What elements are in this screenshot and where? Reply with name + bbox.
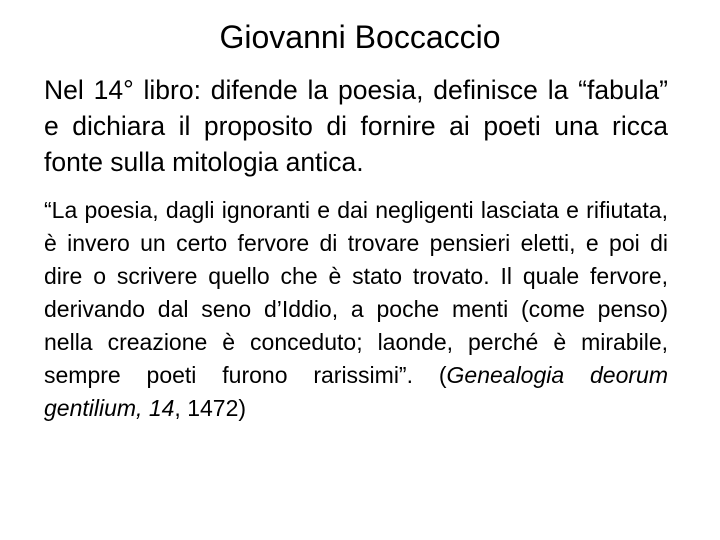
citation-open-paren: ( bbox=[438, 362, 447, 388]
citation-close-paren: ) bbox=[238, 395, 247, 421]
slide-title: Giovanni Boccaccio bbox=[219, 19, 501, 55]
intro-paragraph: Nel 14° libro: difende la poesia, definisce la “fabula” e dichiara il proposito di fornire ai poeti una ricca fonte sulla mitologia antica. bbox=[44, 75, 668, 177]
quote-text: “La poesia, dagli ignoranti e dai negligenti lasciata e rifiutata, è invero un certo fervore di trovare pensieri eletti, e poi di dire o scrivere quello che è stato trovato. Il quale fervore, derivando dal seno d’Iddio, a poche menti (come penso) nella creazione è conceduto; laonde, perché è mirabile, sempre poeti furono rarissimi”. bbox=[44, 197, 668, 388]
citation-separator: , bbox=[174, 395, 188, 421]
citation-book: 14 bbox=[148, 395, 175, 421]
quote-paragraph bbox=[44, 194, 668, 425]
citation-work-title: Genealogia deorum gentilium bbox=[44, 362, 668, 421]
citation-year: 1472 bbox=[187, 395, 239, 421]
citation-separator: , bbox=[136, 395, 149, 421]
